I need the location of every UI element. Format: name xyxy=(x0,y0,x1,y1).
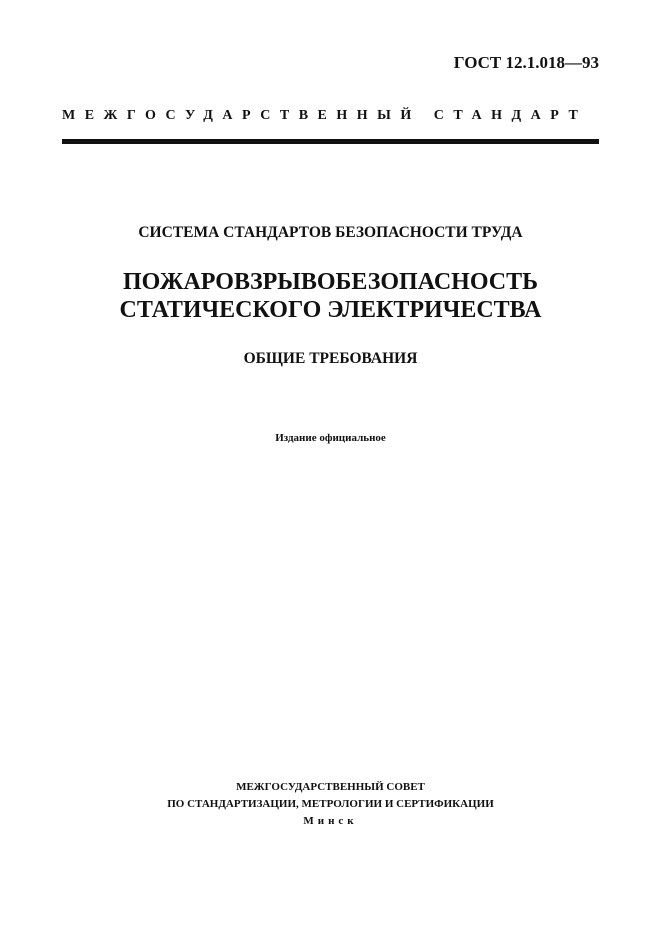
standards-system-name: СИСТЕМА СТАНДАРТОВ БЕЗОПАСНОСТИ ТРУДА xyxy=(138,224,523,241)
publisher-line-2: ПО СТАНДАРТИЗАЦИИ, МЕТРОЛОГИИ И СЕРТИФИКАЦИИ xyxy=(167,798,494,810)
document-title-line-1: ПОЖАРОВЗРЫВОБЕЗОПАСНОСТЬ xyxy=(122,269,539,295)
edition-note: Издание официальное xyxy=(275,432,386,444)
publisher-block xyxy=(0,779,661,830)
header-rule xyxy=(62,139,599,144)
publication-city: Минск xyxy=(303,815,358,827)
publisher-line-1: МЕЖГОСУДАРСТВЕННЫЙ СОВЕТ xyxy=(236,781,425,793)
document-title xyxy=(0,268,661,324)
document-subtitle: ОБЩИЕ ТРЕБОВАНИЯ xyxy=(243,350,418,367)
standard-designation: ГОСТ 12.1.018—93 xyxy=(453,53,599,72)
document-title-line-2: СТАТИЧЕСКОГО ЭЛЕКТРИЧЕСТВА xyxy=(119,297,542,323)
standard-type-banner: МЕЖГОСУДАРСТВЕННЫЙ СТАНДАРТ xyxy=(62,108,588,123)
